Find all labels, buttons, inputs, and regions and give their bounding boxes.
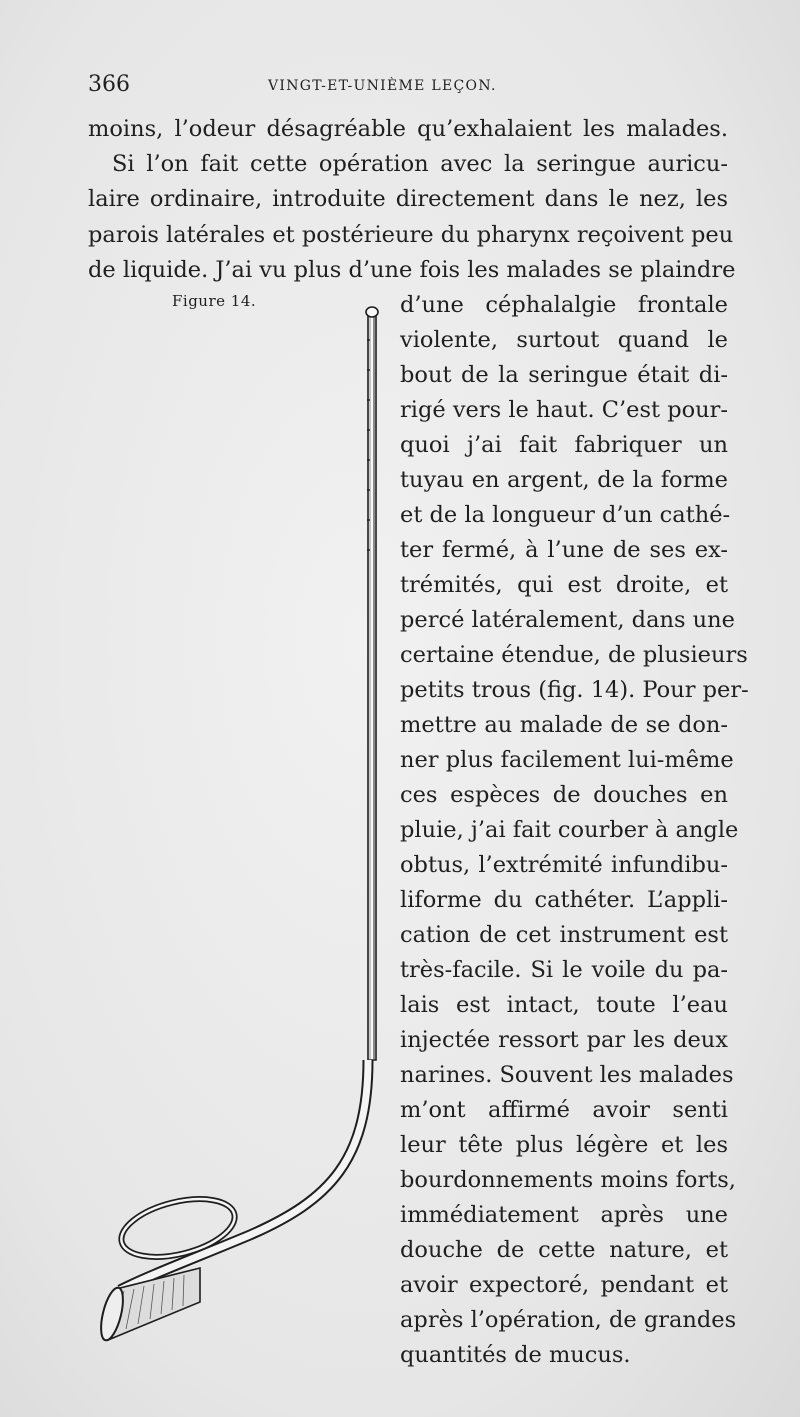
text-line: quantités de mucus. [400,1342,631,1368]
text-line: mettre au malade de se don- [400,712,728,738]
text-line: certaine étendue, de plusieurs [400,642,748,668]
text-line: injectée ressort par les deux [400,1027,728,1053]
text-line: et de la longueur d’un cathé- [400,502,731,528]
text-line: très-facile. Si le voile du pa- [400,957,728,983]
text-line: Si l’on fait cette opération avec la seringue auricu- [112,151,728,177]
text-line: avoir expectoré, pendant et [400,1272,728,1298]
text-line: quoi j’ai fait fabriquer un [400,432,728,458]
text-line: lais est intact, toute l’eau [400,992,728,1018]
text-line: tuyau en argent, de la forme [400,467,728,493]
page-header [88,72,728,106]
page-number: 366 [88,72,130,97]
text-line: moins, l’odeur désagréable qu’exhalaient les malades. [88,116,728,142]
text-line: bourdonnements moins forts, [400,1167,736,1193]
text-line: après l’opération, de grandes [400,1307,737,1333]
text-line: ter fermé, à l’une de ses ex- [400,537,728,563]
figure-caption: Figure 14. [172,292,257,310]
text-line: percé latéralement, dans une [400,607,735,633]
text-line: m’ont affirmé avoir senti [400,1097,728,1123]
text-line: cation de cet instrument est [400,922,728,948]
text-line: violente, surtout quand le [400,327,728,353]
text-line: pluie, j’ai fait courber à angle [400,817,739,843]
text-line: liforme du cathéter. L’appli- [400,887,728,913]
text-line: laire ordinaire, introduite directement dans le nez, les [88,186,728,212]
catheter-illustration-icon [80,300,400,1350]
text-line: obtus, l’extrémité infundibu- [400,852,728,878]
text-line: bout de la seringue était di- [400,362,728,388]
text-line: parois latérales et postérieure du pharynx reçoivent peu [88,222,734,248]
text-line: d’une céphalalgie frontale [400,292,728,318]
text-line: petits trous (fig. 14). Pour per- [400,677,749,703]
text-line: ner plus facilement lui-même [400,747,734,773]
text-line: immédiatement après une [400,1202,728,1228]
text-line: ces espèces de douches en [400,782,728,808]
text-line: douche de cette nature, et [400,1237,728,1263]
text-line: rigé vers le haut. C’est pour- [400,397,728,423]
text-line: trémités, qui est droite, et [400,572,728,598]
text-line: narines. Souvent les malades [400,1062,734,1088]
running-head: VINGT-ET-UNIÈME LEÇON. [268,78,497,94]
text-line: de liquide. J’ai vu plus d’une fois les malades se plaindre [88,257,736,283]
text-line: leur tête plus légère et les [400,1132,728,1158]
